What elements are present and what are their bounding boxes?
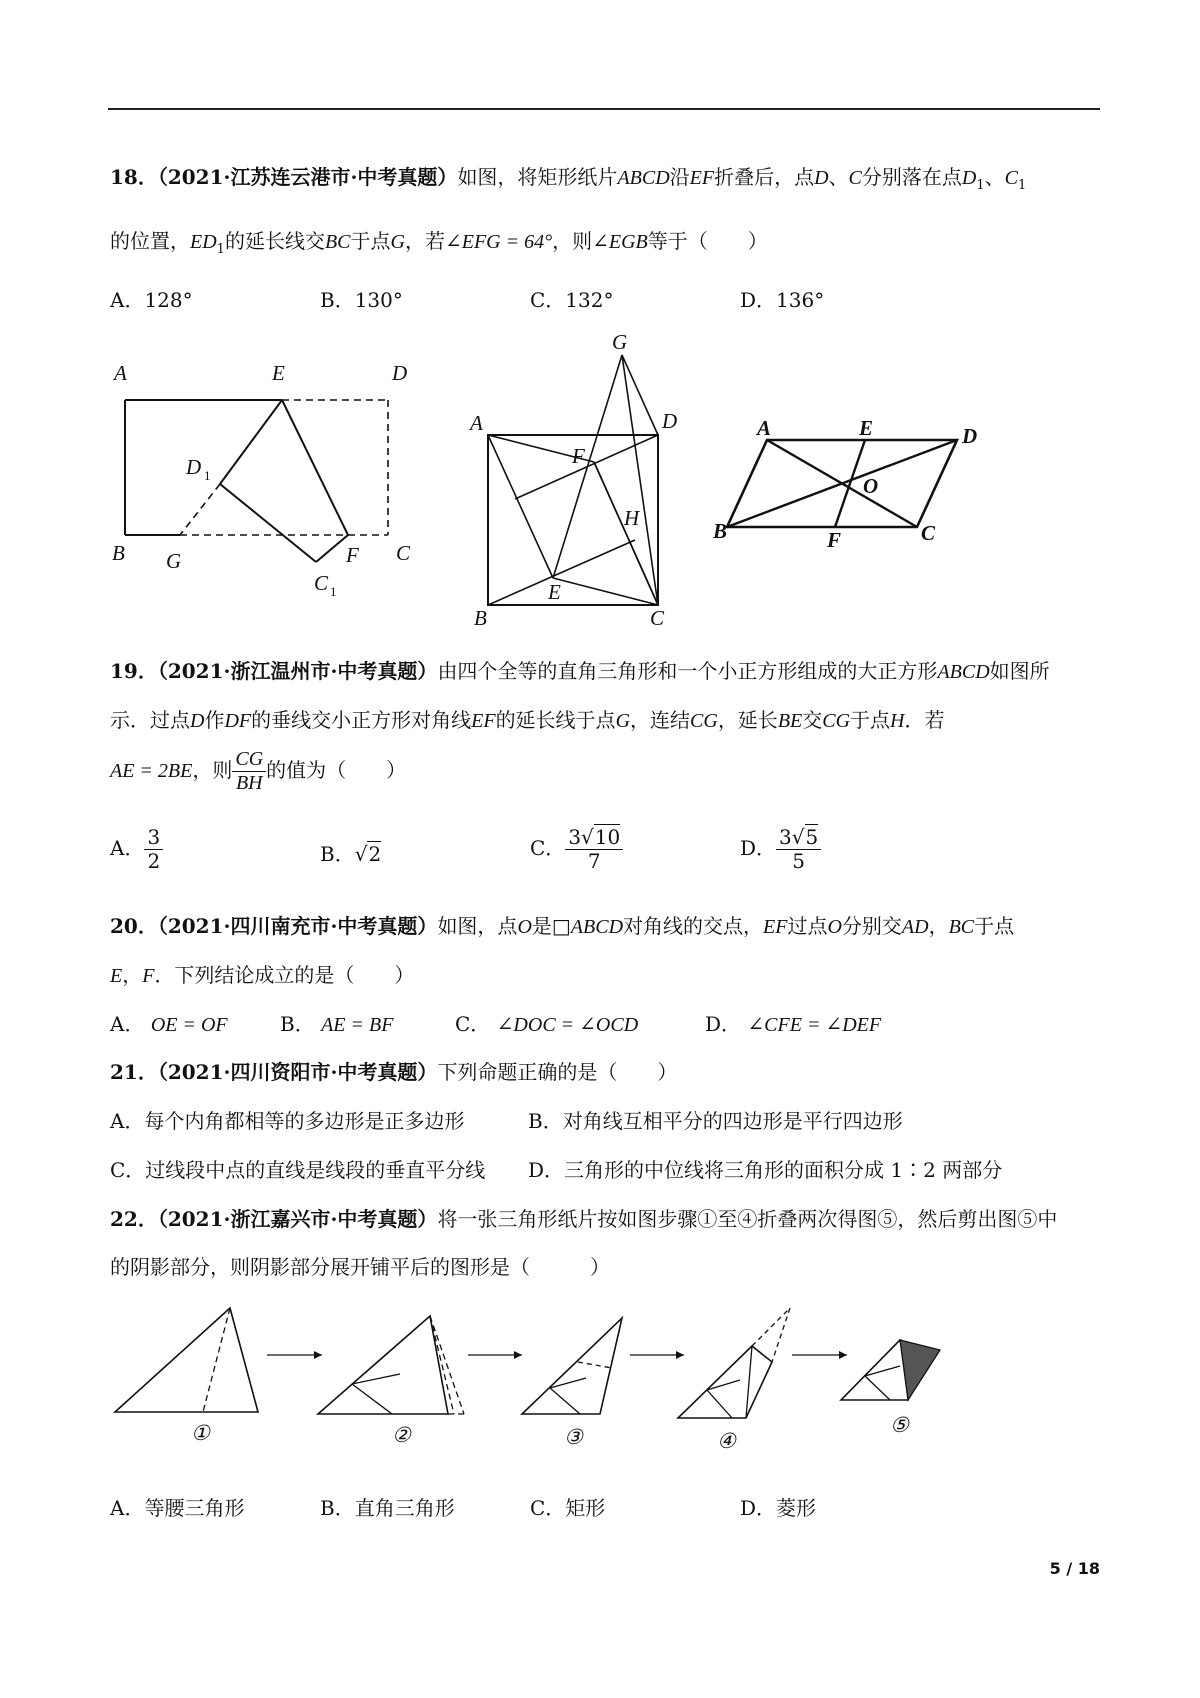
fig18-label-e: E <box>272 361 285 385</box>
q18-text: 等于（ ） <box>647 229 768 253</box>
fig20-label-e: E <box>859 416 874 440</box>
fig19-label-c: C <box>650 606 665 630</box>
option-letter: C． <box>530 836 566 860</box>
step-2-number: ② <box>392 1423 411 1447</box>
arrow-right-icon <box>839 1351 847 1359</box>
q20-source: （2021·四川南充市·中考真题） <box>157 914 438 938</box>
q20-math: ABCD <box>570 916 624 938</box>
fig20-label-a: A <box>757 416 772 440</box>
fig20-label-c: C <box>921 521 936 545</box>
q21-option-b: B．对角线互相平分的四边形是平行四边形 <box>528 1109 903 1133</box>
q19-math: D <box>190 710 205 732</box>
fig18-label-d1: D <box>186 455 202 479</box>
q20-option-a <box>110 1010 228 1039</box>
q20-text: 于点 <box>974 914 1015 938</box>
q19-math: CG <box>822 710 851 732</box>
q22-option-a: A．等腰三角形 <box>110 1496 245 1520</box>
fraction-numerator: CG <box>232 748 266 772</box>
parallelogram-symbol: □ <box>551 914 571 938</box>
q18-option-a: A．128° <box>110 288 193 312</box>
q22-option-b: B．直角三角形 <box>320 1496 455 1520</box>
q21-number: 21． <box>110 1060 158 1084</box>
q20-text: 对角线的交点， <box>623 914 764 938</box>
q18-line2 <box>110 227 768 264</box>
q19-text: 作 <box>204 708 225 732</box>
q18-math: EF <box>689 167 715 189</box>
q18-option-d: D．136° <box>740 288 825 312</box>
radicand: 2 <box>368 842 382 866</box>
fraction-numerator: 3 <box>144 826 163 850</box>
figure-18-rectangle-fold <box>100 350 430 610</box>
fig19-label-g: G <box>612 335 628 354</box>
q22-number: 22． <box>110 1207 158 1231</box>
option-expression: OE = OF <box>150 1014 228 1036</box>
q22-line1 <box>110 1205 1057 1233</box>
q20-line1 <box>110 912 1014 941</box>
q18-text: 分别落在点 <box>861 165 962 189</box>
q19-math: DF <box>224 710 252 732</box>
q20-text: ．下列结论成立的是（ ） <box>154 963 415 987</box>
q20-text: 是 <box>531 914 552 938</box>
q21-line1 <box>110 1058 677 1086</box>
q19-math: AE = 2BE <box>110 760 193 782</box>
figure-22-folding-steps <box>100 1300 1100 1465</box>
fig18-label-d: D <box>392 361 408 385</box>
fig19-label-h: H <box>624 506 640 530</box>
q20-text: ， <box>928 914 949 938</box>
fig19-label-d: D <box>662 409 678 433</box>
q21-option-a: A．每个内角都相等的多边形是正多边形 <box>110 1109 465 1133</box>
q20-text: 过点 <box>787 914 828 938</box>
q20-number: 20． <box>110 914 158 938</box>
q22-text: 的阴影部分，则阴影部分展开铺平后的图形是（ ） <box>110 1255 610 1279</box>
q18-text: ，则 <box>552 229 593 253</box>
fig18-label-f: F <box>346 543 359 567</box>
q20-math: O <box>517 916 532 938</box>
fraction-numerator <box>776 826 821 850</box>
option-expression: ∠CFE = ∠DEF <box>747 1014 882 1036</box>
q19-option-b <box>320 840 381 868</box>
fig18-label-c: C <box>396 541 411 565</box>
q18-math: ED <box>190 231 217 253</box>
option-letter: D． <box>705 1012 742 1036</box>
fig20-label-b: B <box>713 519 728 543</box>
q19-math: BE <box>777 710 803 732</box>
q19-math: CG <box>690 710 718 732</box>
q19-line3 <box>110 748 406 795</box>
q18-text: 于点 <box>350 229 391 253</box>
q18-text: 折叠后，点 <box>714 165 815 189</box>
q22-text: 将一张三角形纸片按如图步骤①至④折叠两次得图⑤，然后剪出图⑤中 <box>437 1207 1058 1231</box>
q18-text: 如图，将矩形纸片 <box>457 165 618 189</box>
option-expression: AE = BF <box>321 1014 394 1036</box>
q19-option-a <box>110 826 163 873</box>
fig20-label-d: D <box>962 424 978 448</box>
step-5-number: ⑤ <box>890 1413 909 1437</box>
header-rule <box>108 108 1100 110</box>
q18-math: BC <box>324 231 351 253</box>
q21-option-c: C．过线段中点的直线是线段的垂直平分线 <box>110 1158 486 1182</box>
q18-text: 的延长线交 <box>224 229 325 253</box>
option-letter: D． <box>740 836 777 860</box>
arrow-right-icon <box>314 1351 322 1359</box>
fig19-label-a: A <box>470 411 483 435</box>
radical-sign: √ <box>354 842 368 866</box>
q20-math: F <box>142 965 155 987</box>
q22-source: （2021·浙江嘉兴市·中考真题） <box>157 1207 438 1231</box>
q18-text: 、 <box>984 165 1005 189</box>
arrow-right-icon <box>676 1351 684 1359</box>
fraction-numerator <box>565 826 623 850</box>
q18-math: C <box>1004 167 1018 189</box>
q19-text: 如图所 <box>989 659 1050 683</box>
option-fraction <box>776 826 821 873</box>
fig19-label-f: F <box>572 444 585 468</box>
q18-math: D <box>961 167 977 189</box>
option-letter: A． <box>110 1012 145 1036</box>
q22-line2 <box>110 1253 610 1281</box>
q19-source: （2021·浙江温州市·中考真题） <box>157 659 438 683</box>
fig18-label-d1-sub: 1 <box>204 468 211 483</box>
radical-sign: √ <box>791 825 805 849</box>
q20-text: 分别交 <box>841 914 902 938</box>
q21-stem: 下列命题正确的是（ ） <box>437 1060 678 1084</box>
q19-text: 示．过点 <box>110 708 190 732</box>
q19-math: G <box>615 710 631 732</box>
option-letter: A． <box>110 836 145 860</box>
q20-option-c <box>455 1010 638 1039</box>
q18-sub: 1 <box>976 178 985 193</box>
q19-text: 的垂线交小正方形对角线 <box>251 708 472 732</box>
q19-line2 <box>110 706 945 735</box>
q20-option-b <box>280 1010 393 1039</box>
fig20-label-o: O <box>863 474 879 498</box>
option-letter: B． <box>320 842 355 866</box>
q18-math: G <box>390 231 405 253</box>
fig18-label-a: A <box>114 361 127 385</box>
q18-sub: 1 <box>1017 178 1027 193</box>
option-fraction <box>565 826 623 873</box>
fig18-label-g: G <box>166 549 182 573</box>
q18-text: 沿 <box>669 165 690 189</box>
radicand: 5 <box>805 825 819 849</box>
fraction-denominator: BH <box>235 772 263 794</box>
radicand: 10 <box>594 825 621 849</box>
shaded-region <box>900 1340 940 1400</box>
option-letter: B． <box>280 1012 315 1036</box>
q20-text: 如图，点 <box>437 914 518 938</box>
q20-option-d <box>705 1010 881 1039</box>
fraction-denominator: 7 <box>587 849 601 873</box>
q19-text: 的延长线于点 <box>495 708 616 732</box>
q21-source: （2021·四川资阳市·中考真题） <box>157 1060 438 1084</box>
fig18-label-c1: C <box>314 571 329 595</box>
q19-math: ABCD <box>937 661 990 683</box>
option-expression: ∠DOC = ∠OCD <box>496 1014 639 1036</box>
arrow-right-icon <box>514 1351 522 1359</box>
q19-text: ，连结 <box>630 708 691 732</box>
fig19-label-b: B <box>474 606 487 630</box>
q22-option-c: C．矩形 <box>530 1496 606 1520</box>
fraction-denominator: 5 <box>792 849 806 873</box>
q18-line1 <box>110 163 1026 200</box>
q19-line1 <box>110 657 1050 686</box>
q18-math: ∠EFG = 64° <box>444 231 553 253</box>
q18-sub: 1 <box>216 242 225 257</box>
option-letter: C． <box>455 1012 491 1036</box>
q22-option-d: D．菱形 <box>740 1496 817 1520</box>
step-1-number: ① <box>191 1421 210 1445</box>
q18-option-b: B．130° <box>320 288 403 312</box>
figure-19-square <box>460 335 690 630</box>
fraction-denominator: 2 <box>147 849 161 873</box>
coefficient: 3 <box>568 825 582 849</box>
q20-math: E <box>110 965 123 987</box>
q18-text: 、 <box>828 165 849 189</box>
q20-math: EF <box>763 916 788 938</box>
q18-number: 18． <box>110 165 158 189</box>
q19-text: ，则 <box>192 758 233 782</box>
q19-text: 交 <box>802 708 823 732</box>
q18-option-c: C．132° <box>530 288 614 312</box>
q19-option-c <box>530 826 623 873</box>
page-number: 5 / 18 <box>1049 1559 1100 1578</box>
q18-math: ∠EGB <box>592 231 648 253</box>
q20-math: BC <box>948 916 975 938</box>
q20-math: O <box>827 916 842 938</box>
q20-line2 <box>110 961 414 990</box>
fig18-label-c1-sub: 1 <box>330 584 337 599</box>
q19-fraction <box>232 748 266 795</box>
q19-text: 的值为（ ） <box>266 758 407 782</box>
q18-text: 的位置， <box>110 229 190 253</box>
fig20-label-f: F <box>827 528 842 552</box>
q19-option-d <box>740 826 821 873</box>
q19-text: ．若 <box>904 708 945 732</box>
figure-20-parallelogram <box>705 410 1005 560</box>
q18-source: （2021·江苏连云港市·中考真题） <box>157 165 458 189</box>
q21-option-d: D．三角形的中位线将三角形的面积分成 1∶2 两部分 <box>528 1158 1003 1182</box>
q19-math: H <box>890 710 905 732</box>
q19-math: EF <box>471 710 496 732</box>
q19-text: 于点 <box>850 708 891 732</box>
q19-text: 由四个全等的直角三角形和一个小正方形组成的大正方形 <box>437 659 938 683</box>
step-4-number: ④ <box>717 1429 736 1453</box>
fig18-label-b: B <box>112 541 125 565</box>
radical-sign: √ <box>581 825 594 849</box>
coefficient: 3 <box>779 825 792 849</box>
q20-text: ， <box>122 963 143 987</box>
q18-math: D <box>814 167 829 189</box>
step-3-number: ③ <box>564 1425 583 1449</box>
q18-math: ABCD <box>617 167 670 189</box>
q18-text: ，若 <box>404 229 445 253</box>
q19-text: ，延长 <box>717 708 778 732</box>
q19-number: 19． <box>110 659 158 683</box>
q20-math: AD <box>901 916 929 938</box>
fig19-label-e: E <box>548 580 561 604</box>
q18-math: C <box>848 167 862 189</box>
option-fraction <box>144 826 163 873</box>
